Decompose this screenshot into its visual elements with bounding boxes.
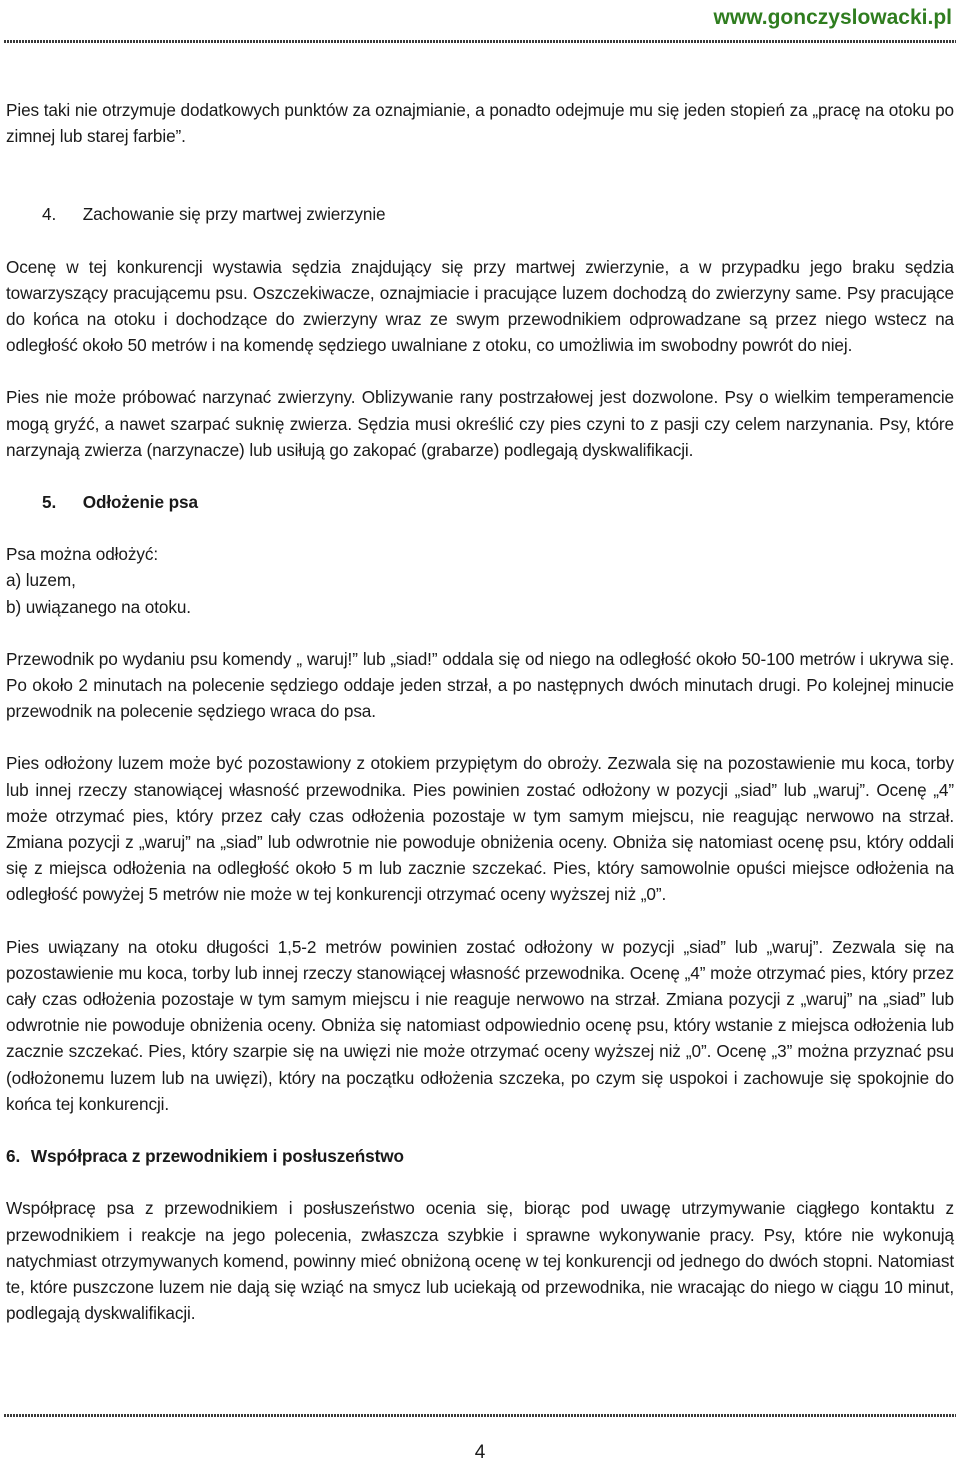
section-4-paragraph: Pies nie może próbować narzynać zwierzyny. Oblizywanie rany postrzałowej jest dozwolone. Psy o wielkim temperamencie mogą gryźć, a nawet szarpać suknię zwierza. Sędzia musi określić czy pies czyni to z pasji czy celem narzynania. Psy, które narzynają zwierza (narzynacze) lub usiłują go zakopać (grabarze) podlegają dyskwalifikacji.	[6, 387, 954, 460]
page-number: 4	[474, 1442, 486, 1463]
section-5-list	[6, 541, 954, 620]
section-5-heading	[6, 489, 954, 515]
section-4-number: 4.	[42, 204, 57, 225]
section-6-title: Współpraca z przewodnikiem i posłuszeństwo	[30, 1146, 404, 1167]
section-5-paragraph: Pies odłożony luzem może być pozostawiony z otokiem przypiętym do obroży. Zezwala się na pozostawienie mu koca, torby lub innej rzeczy stanowiącej własność przewodnika. Pies powinien zostać odłożony w pozycji „siad” lub „waruj”. Ocenę „4” może otrzymać pies, który przez cały czas odłożenia pozostaje w tym samym miejscu, nie reagując nerwowo na strzał. Zmiana pozycji z „waruj” na „siad” lub odwrotnie nie powoduje obniżenia oceny. Obniża się natomiast ocenę psu, który oddali się z miejsca odłożenia na odległość około 5 m lub zacznie szczekać. Pies, który samowolnie opuści miejsce odłożenia na odległość powyżej 5 metrów nie może w tej konkurencji otrzymać oceny wyższej niż „0”.	[6, 753, 954, 905]
section-5-title: Odłożenie psa	[82, 492, 198, 513]
section-4-heading	[6, 201, 954, 227]
section-4-paragraph: Ocenę w tej konkurencji wystawia sędzia znajdujący się przy martwej zwierzynie, a w przypadku jego braku sędzia towarzyszący pracującemu psu. Oszczekiwacze, oznajmiacie i pracujące luzem dochodzą do zwierzyny same. Psy pracujące do końca na otoku i dochodzące do zwierzyny wraz ze swym przewodnikiem odprowadzane są przez niego wstecz na odległość około 50 metrów i na komendę sędziego uwalniane z otoku, co umożliwia im swobodny powrót do niej.	[6, 256, 954, 356]
intro-paragraph: Pies taki nie otrzymuje dodatkowych punktów za oznajmianie, a ponadto odejmuje mu się jeden stopień za „pracę na otoku po zimnej lub starej farbie”.	[6, 100, 954, 147]
list-item: a) luzem,	[6, 570, 76, 591]
section-5-paragraph: Pies uwiązany na otoku długości 1,5-2 metrów powinien zostać odłożony w pozycji „siad” lub „waruj”. Zezwala się na pozostawienie mu koca, torby lub innej rzeczy stanowiącej własność przewodnika. Ocenę „4” może otrzymać pies, który przez cały czas odłożenia pozostaje w tym samym miejscu i nie reaguje nerwowo na strzał. Zmiana pozycji z „waruj” na „siad” lub odwrotnie nie powoduje obniżenia oceny. Obniża się natomiast odpowiednio ocenę psu, który wstanie z miejsca odłożenia lub zacznie szczekać. Pies, który szarpie się na uwięzi nie może otrzymać oceny wyższej niż „0”. Ocenę „3” można przyznać psu (odłożonemu luzem lub na uwięzi), który na początku odłożenia szczeka, po czym się uspokoi i zachowuje się spokojnie do końca tej konkurencji.	[6, 936, 954, 1114]
section-6-heading	[6, 1143, 954, 1169]
list-item: b) uwiązanego na otoku.	[6, 596, 191, 617]
section-6-paragraph: Współpracę psa z przewodnikiem i posłuszeństwo ocenia się, biorąc pod uwagę utrzymywanie ciągłego kontaktu z przewodnikiem i reakcje na jego polecenia, zwłaszcza szybkie i sprawne wykonywanie pracy. Psy, które nie wykonują natychmiast otrzymywanych komend, powinny mieć obniżoną ocenę w tej konkurencji od jednego do dwóch stopni. Natomiast te, które puszczone luzem nie dają się wziąć na smycz lub uciekają od przewodnika, nie wracając do niego w ciągu 10 minut, podlegają dyskwalifikacji.	[6, 1198, 954, 1324]
section-5-number: 5.	[42, 492, 57, 513]
spacer	[6, 175, 954, 201]
footer-divider	[4, 1414, 956, 1417]
section-5-paragraph: Przewodnik po wydaniu psu komendy „ waruj!” lub „siad!” oddala się od niego na odległość około 50-100 metrów i ukrywa się. Po około 2 minutach na polecenie sędziego oddaje jeden strzał, a po następnych dwóch minutach drugi. Po kolejnej minucie przewodnik na polecenie sędziego wraca do psa.	[6, 648, 954, 722]
section-4-title: Zachowanie się przy martwej zwierzynie	[82, 204, 386, 225]
document-body	[6, 97, 954, 1352]
section-6-number: 6.	[6, 1146, 21, 1167]
header-divider	[4, 40, 956, 43]
list-intro: Psa można odłożyć:	[6, 544, 159, 565]
header-url: www.gonczyslowacki.pl	[713, 6, 952, 29]
